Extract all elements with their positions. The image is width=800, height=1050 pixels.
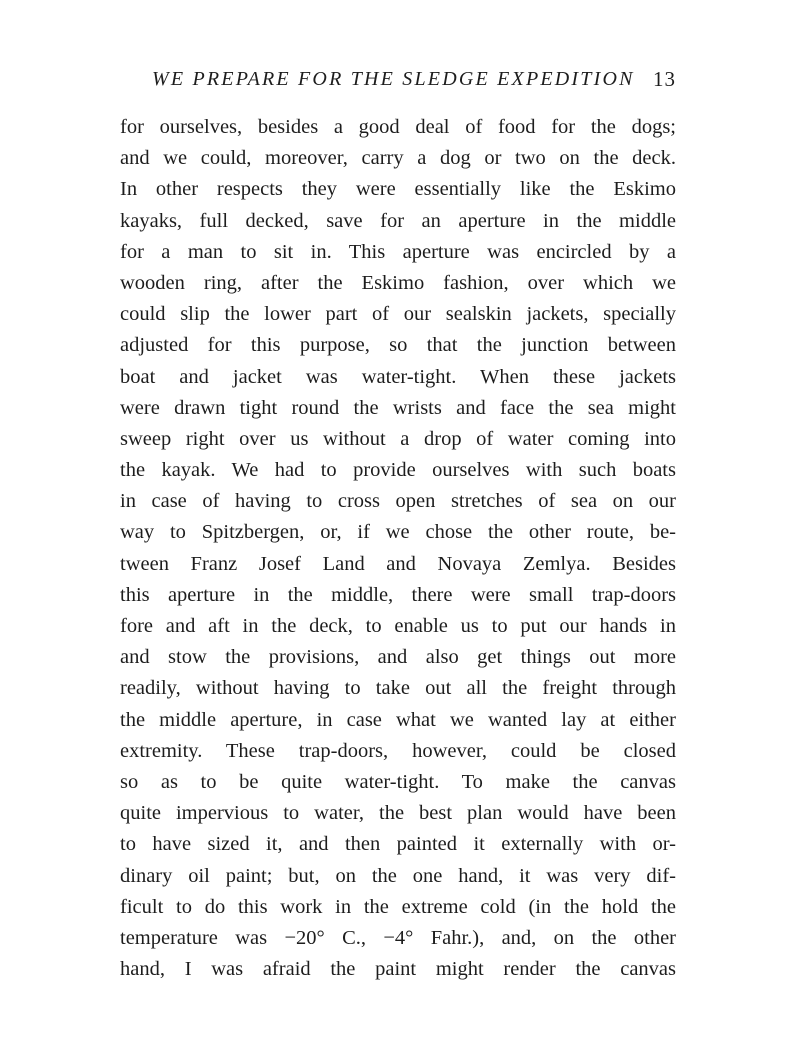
- text-line: the middle aperture, in case what we wanted lay at either: [120, 708, 676, 731]
- text-line: adjusted for this purpose, so that the junction between: [120, 334, 676, 357]
- text-line: this aperture in the middle, there were small trap-doors: [120, 583, 676, 606]
- text-line: wooden ring, after the Eskimo fashion, over which we: [120, 271, 676, 294]
- text-line: for ourselves, besides a good deal of food for the dogs;: [120, 116, 676, 138]
- text-line: in case of having to cross open stretches of sea on our: [120, 490, 676, 513]
- text-line: readily, without having to take out all the freight through: [120, 677, 676, 700]
- text-line: could slip the lower part of our sealskin jackets, specially: [120, 303, 676, 326]
- text-line: sweep right over us without a drop of water coming into: [120, 427, 676, 450]
- page-number: 13: [653, 67, 676, 91]
- body-text: [120, 112, 676, 985]
- text-line: extremity. These trap-doors, however, could be closed: [120, 739, 676, 762]
- text-line: way to Spitzbergen, or, if we chose the other route, be-: [120, 521, 676, 544]
- text-line: the kayak. We had to provide ourselves with such boats: [120, 459, 676, 482]
- text-line: to have sized it, and then painted it externally with or-: [120, 833, 676, 856]
- text-line: quite impervious to water, the best plan would have been: [120, 802, 676, 825]
- text-line: for a man to sit in. This aperture was encircled by a: [120, 240, 676, 263]
- text-line: ficult to do this work in the extreme cold (in the hold the: [120, 895, 676, 918]
- text-line: were drawn tight round the wrists and face the sea might: [120, 396, 676, 419]
- text-line: tween Franz Josef Land and Novaya Zemlya. Besides: [120, 552, 676, 575]
- text-line: dinary oil paint; but, on the one hand, it was very dif-: [120, 864, 676, 887]
- text-line: boat and jacket was water-tight. When these jackets: [120, 365, 676, 388]
- text-line: temperature was −20° C., −4° Fahr.), and, on the other: [120, 926, 676, 949]
- text-line: and stow the provisions, and also get things out more: [120, 646, 676, 669]
- running-head: [120, 64, 676, 98]
- text-line: In other respects they were essentially like the Eskimo: [120, 178, 676, 201]
- text-line: kayaks, full decked, save for an aperture in the middle: [120, 209, 676, 232]
- running-title: WE PREPARE FOR THE SLEDGE EXPEDITION: [152, 68, 635, 90]
- text-line: and we could, moreover, carry a dog or two on the deck.: [120, 147, 676, 170]
- text-line: so as to be quite water-tight. To make the canvas: [120, 770, 676, 793]
- text-line: fore and aft in the deck, to enable us to put our hands in: [120, 615, 676, 637]
- text-line: hand, I was afraid the paint might render the canvas: [120, 958, 676, 981]
